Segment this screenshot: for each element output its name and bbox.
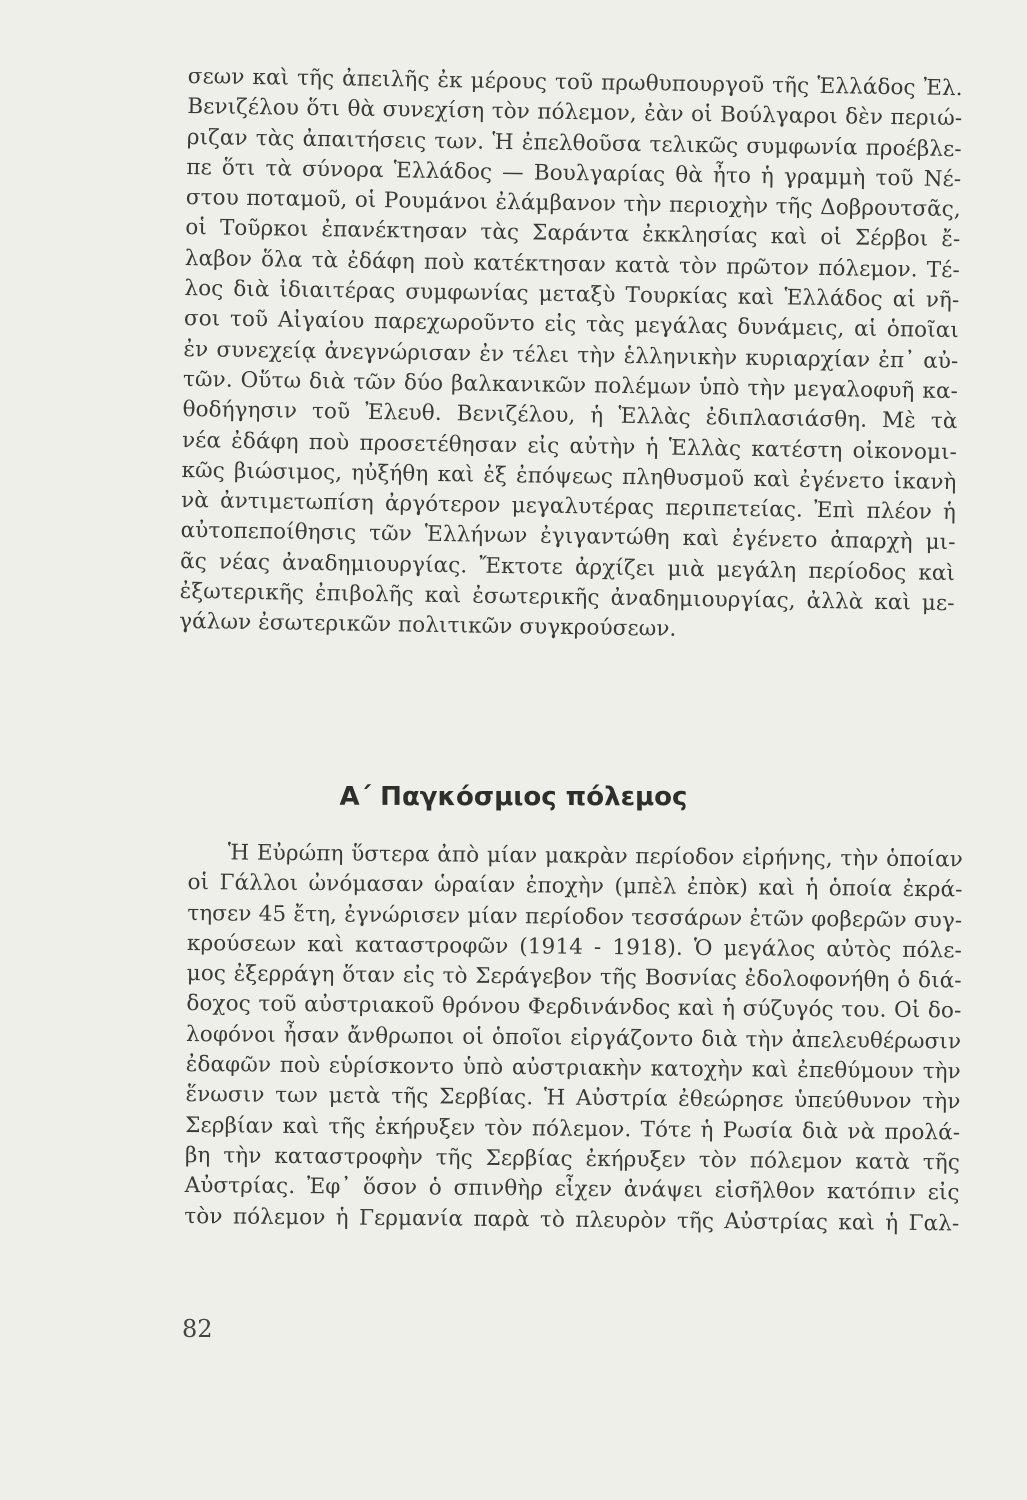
text-line: οἱ Τοῦρκοι ἐπανέκτησαν τὰς Σαράντα ἐκκλησίας καὶ οἱ Σέρβοι ἔ-: [185, 215, 961, 253]
text-line: Βενιζέλου ὅτι θὰ συνεχίση τὸν πόλεμον, ἐὰν οἱ Βούλγαροι δὲν περιώ-: [187, 94, 963, 132]
text-line: κρούσεων καὶ καταστροφῶν (1914 - 1918). Ὁ μεγάλος αὐτὸς πόλε-: [186, 930, 963, 964]
text-line: λοφόνοι ἦσαν ἄνθρωποι οἱ ὁποῖοι εἰργάζοντο διὰ τὴν ἀπελευθέρωσιν: [185, 1021, 962, 1055]
text-line: θοδήγησιν τοῦ Ἐλευθ. Βενιζέλου, ἡ Ἑλλὰς ἐδιπλασιάσθη. Μὲ τὰ: [182, 397, 958, 435]
page-number: 82: [182, 1315, 213, 1343]
text-line: τὸν πόλεμον ἡ Γερμανία παρὰ τὸ πλευρὸν τῆς Αὐστρίας καὶ ἡ Γαλ-: [184, 1203, 960, 1236]
text-line: τησεν 45 ἔτη, ἐγνώρισεν μίαν περίοδον τεσσάρων ἐτῶν φοβερῶν συγ-: [187, 900, 963, 934]
text-line: αὐτοπεποίθησις τῶν Ἑλλήνων ἐγιγαντώθη καὶ ἐγένετο ἀπαρχὴ μι-: [180, 518, 956, 556]
text-line: ριζαν τὰς ἀπαιτήσεις των. Ἡ ἐπελθοῦσα τελικῶς συμφωνία προέβλε-: [186, 124, 962, 162]
text-line: νέα ἐδάφη ποὺ προσετέθησαν εἰς αὐτὴν ἡ Ἑλλὰς κατέστη οἰκονομι-: [181, 427, 958, 465]
text-line: νὰ ἀντιμετωπίση ἀργότερον μεγαλυτέρας περιπετείας. Ἐπὶ πλέον ἡ: [180, 488, 957, 526]
text-line: στου ποταμοῦ, οἱ Ρουμάνοι ἐλάμβανον τὴν περιοχὴν τῆς Δοβρουτσᾶς,: [185, 185, 961, 223]
body-paragraph-1: [179, 62, 963, 650]
text-line: σοι τοῦ Αἰγαίου παρεχωροῦντο εἰς τὰς μεγάλας δυνάμεις, αἱ ὁποῖαι: [183, 306, 960, 344]
text-line: πε ὅτι τὰ σύνορα Ἑλλάδος — Βουλγαρίας θὰ ἦτο ἡ γραμμὴ τοῦ Νέ-: [186, 154, 962, 193]
text-line: μος ἐξερράγη ὅταν εἰς τὸ Σεράγεβον τῆς Βοσνίας ἐδολοφονήθη ὁ διά-: [186, 961, 962, 994]
text-line: γάλων ἐσωτερικῶν πολιτικῶν συγκρούσεων.: [179, 609, 677, 643]
text-line: λος διὰ ἰδιαιτέρας συμφωνίας μεταξὺ Τουρκίας καὶ Ἑλλάδος αἱ νῆ-: [184, 276, 960, 314]
text-line: ᾶς νέας ἀναδημιουργίας. Ἔκτοτε ἀρχίζει μιὰ μεγάλη περίοδος καὶ: [179, 548, 956, 586]
text-line: Σερβίαν καὶ τῆς ἐκήρυξεν τὸν πόλεμον. Τότε ἡ Ρωσία διὰ νὰ προλά-: [185, 1112, 961, 1146]
text-line: βη τὴν καταστροφὴν τῆς Σερβίας ἐκήρυξεν τὸν πόλεμον κατὰ τῆς: [184, 1142, 961, 1176]
text-line: τῶν. Οὕτω διὰ τῶν δύο βαλκανικῶν πολέμων ὑπὸ τὴν μεγαλοφυῆ κα-: [182, 366, 959, 405]
text-line: σεων καὶ τῆς ἀπειλῆς ἐκ μέρους τοῦ πρωθυπουργοῦ τῆς Ἑλλάδος Ἐλ.: [187, 63, 963, 102]
text-line: κῶς βιώσιμος, ηὐξήθη καὶ ἐξ ἐπόψεως πληθυσμοῦ καὶ ἐγένετο ἱκανὴ: [181, 457, 957, 495]
text-line: Ἡ Εὐρώπη ὕστερα ἀπὸ μίαν μακρὰν περίοδον εἰρήνης, τὴν ὁποίαν: [227, 840, 963, 873]
text-line: ἕνωσιν των μετὰ τῆς Σερβίας. Ἡ Αὐστρία ἐθεώρησε ὑπεύθυνον τὴν: [185, 1082, 961, 1115]
text-line: λαβον ὅλα τὰ ἐδάφη ποὺ κατέκτησαν κατὰ τὸν πρῶτον πόλεμον. Τέ-: [184, 245, 961, 283]
text-line: Αὐστρίας. Ἐφ᾽ ὅσον ὁ σπινθὴρ εἶχεν ἀνάψει εἰσῆλθον κατόπιν εἰς: [184, 1173, 960, 1206]
text-line: ἐν συνεχείᾳ ἀνεγνώρισαν ἐν τέλει τὴν ἑλληνικὴν κυριαρχίαν ἐπ᾽ αὐ-: [183, 336, 959, 374]
text-line: δοχος τοῦ αὐστριακοῦ θρόνου Φερδινάνδος καὶ ἡ σύζυγός του. Οἱ δο-: [186, 991, 962, 1024]
text-line: ἐδαφῶν ποὺ εὑρίσκοντο ὑπὸ αὐστριακὴν κατοχὴν καὶ ἐπεθύμουν τὴν: [185, 1052, 961, 1085]
body-paragraph-2: [184, 838, 963, 1239]
text-line: οἱ Γάλλοι ὠνόμασαν ὡραίαν ἐποχὴν (μπὲλ ἐπὸκ) καὶ ἡ ὁποία ἐκρά-: [187, 870, 963, 903]
section-heading: Α΄ Παγκόσμιος πόλεμος: [339, 782, 688, 812]
text-line: ἐξωτερικῆς ἐπιβολῆς καὶ ἐσωτερικῆς ἀναδημιουργίας, ἀλλὰ καὶ με-: [179, 578, 955, 617]
